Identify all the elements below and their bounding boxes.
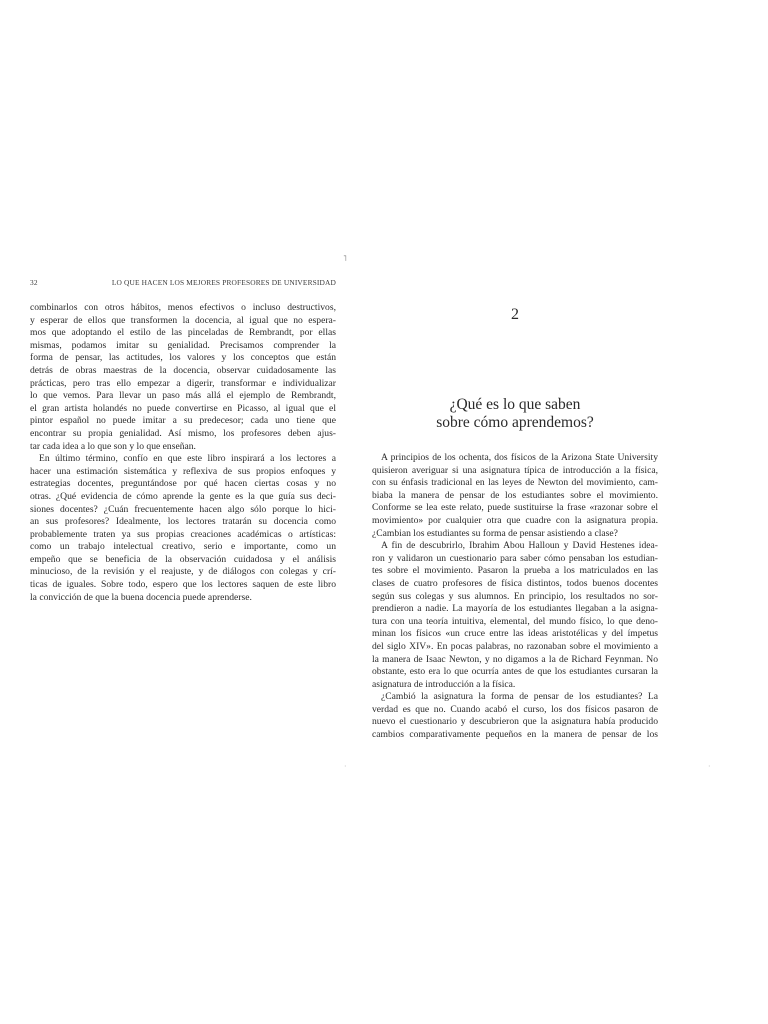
- text-line: otras. ¿Qué evidencia de cómo aprende la gente es la que guía sus deci-: [30, 490, 336, 502]
- text-line: combinarlos con otros hábitos, menos efectivos o incluso destructivos,: [30, 302, 336, 313]
- text-line: ¿Cambió la asignatura la forma de pensar de los estudiantes? La: [381, 691, 658, 703]
- text-line: probablemente traten ya sus propias creaciones académicas o artísticas:: [30, 528, 336, 540]
- right-body-text: [372, 452, 658, 742]
- text-line: ticas de iguales. Sobre todo, espero que los lectores saquen de este libro: [30, 579, 336, 591]
- page-number: 32: [30, 278, 38, 287]
- text-line: tes sobre el movimiento. Pasaron la prueba a los matriculados en las: [372, 565, 658, 577]
- text-line: asignatura de introducción a la física.: [372, 678, 516, 690]
- text-line: Conforme se lea este relato, puede sustituirse la frase «razonar sobre el: [372, 502, 658, 514]
- text-line: nuevo el cuestionario y descubrieron que la asignatura había producido: [372, 716, 658, 728]
- crop-mark: ·: [708, 762, 711, 771]
- text-line: la convicción de que la buena docencia puede aprenderse.: [30, 591, 252, 603]
- text-line: forma de pensar, las actitudes, los valores y los conceptos que están: [30, 352, 336, 364]
- text-line: estrategias docentes, preguntándose por qué hacen ciertas cosas y no: [30, 478, 336, 490]
- text-line: tura con una teoría intuitiva, elemental, del mundo físico, lo que deno-: [372, 615, 658, 627]
- text-line: según sus colegas y sus alumnos. En principio, los resultados no sor-: [372, 590, 658, 602]
- crop-mark: ·: [344, 762, 347, 771]
- text-line: mismas, podamos imitar su genialidad. Precisamos comprender la: [30, 339, 336, 351]
- book-title-header: LO QUE HACEN LOS MEJORES PROFESORES DE UNIVERSIDAD: [111, 278, 336, 287]
- text-line: tar cada idea a lo que son y lo que enseñan.: [30, 440, 196, 452]
- text-line: prendieron a nadie. La mayoría de los estudiantes llegaban a la asigna-: [372, 603, 658, 615]
- text-line: obstante, esto era lo que ocurría antes de que los estudiantes cursaran la: [372, 666, 658, 678]
- text-line: siones docentes? ¿Cuán frecuentemente hacen algo sólo porque lo hici-: [30, 503, 336, 515]
- text-line: movimiento» por cualquier otra que cuadre con la asignatura propia.: [372, 514, 658, 526]
- text-line: quisieron averiguar si una asignatura típica de introducción a la física,: [372, 464, 658, 476]
- chapter-title-line: ¿Qué es lo que saben: [449, 396, 581, 413]
- text-line: empeño que se beneficia de la observación cuidadosa y el análisis: [30, 553, 336, 565]
- text-line: A principios de los ochenta, dos físicos de la Arizona State University: [381, 452, 658, 463]
- text-line: En último término, confío en que este libro inspirará a los lectores a: [39, 453, 336, 465]
- text-line: ron y validaron un cuestionario para saber cómo pensaban los estudian-: [372, 552, 658, 564]
- text-line: hacer una estimación sistemática y reflexiva de sus propios enfoques y: [30, 465, 336, 477]
- chapter-title-line: sobre cómo aprendemos?: [436, 414, 594, 431]
- running-head: [30, 278, 338, 290]
- text-line: y esperar de ellos que transformen la docencia, al igual que no espera-: [30, 314, 336, 326]
- text-line: ¿Cambian los estudiantes su forma de pensar asistiendo a clase?: [372, 527, 618, 539]
- text-line: verdad es que no. Cuando acabó el curso, los dos físicos pasaron de: [372, 703, 658, 715]
- left-body-text: [30, 302, 336, 604]
- chapter-title: [372, 396, 658, 432]
- text-line: biaba la manera de pensar de los estudiantes sobre el movimiento.: [372, 489, 658, 501]
- text-line: clases de cuatro profesores de física distintos, todos buenos docentes: [372, 577, 658, 589]
- text-line: como un trabajo intelectual creativo, serio e importante, como un: [30, 541, 336, 553]
- text-line: cambios comparativamente pequeños en la manera de pensar de los: [372, 729, 658, 741]
- text-line: lo que vemos. Para llevar un paso más allá el ejemplo de Rembrandt,: [30, 390, 336, 402]
- text-line: A fin de descubrirlo, Ibrahim Abou Halloun y David Hestenes idea-: [381, 540, 658, 552]
- text-line: encontrar su propia genialidad. Así mismo, los profesores deben ajus-: [30, 427, 336, 439]
- chapter-number: 2: [511, 306, 519, 323]
- text-line: an sus profesores? Idealmente, los lectores tratarán su docencia como: [30, 516, 336, 528]
- text-line: mos que adoptando el estilo de las pinceladas de Rembrandt, por ellas: [30, 327, 336, 339]
- text-line: pintor español no puede imitar a su predecesor; cada uno tiene que: [30, 415, 336, 427]
- text-line: minan los físicos «un cruce entre las ideas aristotélicas y del ímpetus: [372, 628, 658, 640]
- crop-mark: ˥: [343, 254, 347, 263]
- text-line: el gran artista holandés no puede convertirse en Picasso, al igual que el: [30, 402, 336, 414]
- text-line: prácticas, pero tras ello empezar a digerir, transformar e individualizar: [30, 377, 336, 389]
- text-line: detrás de obras maestras de la docencia, observar cuidadosamente las: [30, 364, 336, 376]
- text-line: con su énfasis tradicional en las leyes de Newton del movimiento, cam-: [372, 477, 658, 489]
- text-line: la manera de Isaac Newton, y no digamos a la de Richard Feynman. No: [372, 653, 658, 665]
- text-line: minucioso, de la revisión y el reajuste, y de diálogos con colegas y crí-: [30, 566, 336, 578]
- text-line: del siglo XIV». En pocas palabras, no razonaban sobre el movimiento a: [372, 640, 658, 652]
